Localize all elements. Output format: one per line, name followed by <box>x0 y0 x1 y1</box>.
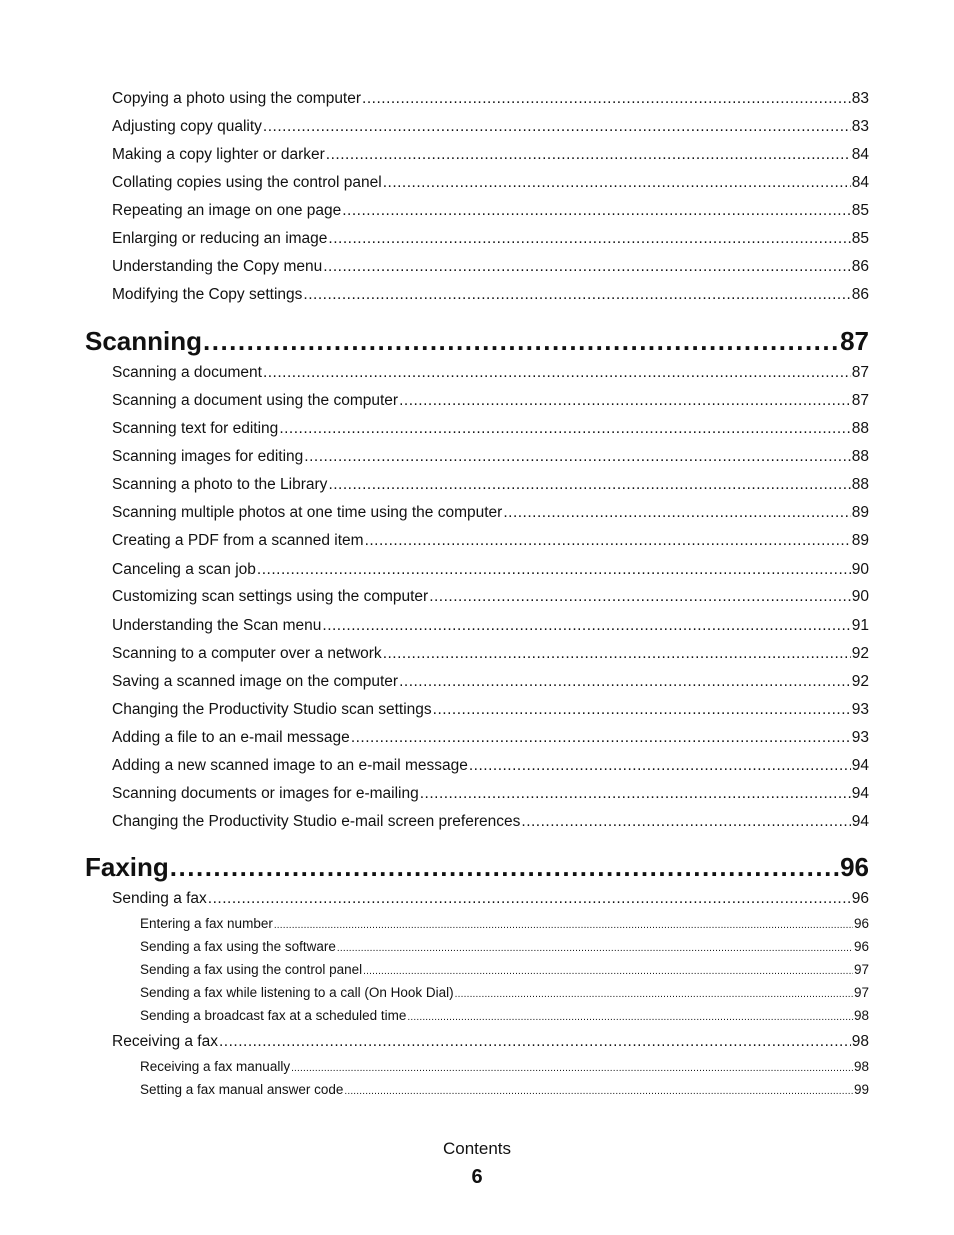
toc-entry-title: Sending a fax using the software <box>140 939 336 954</box>
toc-entry-page: 89 <box>851 504 869 521</box>
toc-entry-page: 90 <box>851 561 869 578</box>
toc-entry[interactable] <box>112 392 869 414</box>
toc-entry-title: Scanning a document using the computer <box>112 392 399 409</box>
toc-entry-page: 94 <box>851 757 869 774</box>
toc-entry[interactable] <box>112 448 869 470</box>
toc-chapter-title: Faxing <box>85 852 169 882</box>
toc-chapter-title: Scanning <box>85 326 203 356</box>
toc-entry-title: Repeating an image on one page <box>112 202 342 219</box>
dot-leader <box>322 617 850 635</box>
toc-entry-title: Scanning a photo to the Library <box>112 476 328 493</box>
toc-entry-title: Receiving a fax manually <box>140 1059 291 1074</box>
toc-entry-page: 99 <box>853 1082 869 1097</box>
toc-entry-title: Sending a fax using the control panel <box>140 962 363 977</box>
toc-entry[interactable] <box>112 118 869 140</box>
dot-leader <box>362 90 851 108</box>
toc-entry-title: Changing the Productivity Studio e-mail screen preferences <box>112 813 521 830</box>
toc-entry[interactable] <box>112 673 869 695</box>
toc-entry-page: 88 <box>851 448 869 465</box>
toc-entry-page: 96 <box>851 890 869 907</box>
dot-leader <box>274 920 853 931</box>
toc-entry[interactable] <box>112 202 869 224</box>
dot-leader <box>323 258 851 276</box>
toc-entry-title: Copying a photo using the computer <box>112 90 362 107</box>
dot-leader <box>304 448 850 466</box>
dot-leader <box>429 588 851 606</box>
toc-entry-title: Canceling a scan job <box>112 561 256 578</box>
dot-leader <box>455 989 853 1000</box>
dot-leader <box>365 532 851 550</box>
dot-leader <box>328 230 850 248</box>
toc-chapter-page: 87 <box>840 326 869 356</box>
toc-entry-page: 87 <box>851 364 869 381</box>
toc-entry-page: 94 <box>851 813 869 830</box>
toc-entry[interactable] <box>112 1033 869 1055</box>
toc-subentry[interactable] <box>140 1082 869 1101</box>
toc-entry[interactable] <box>112 617 869 639</box>
toc-entry-page: 87 <box>851 392 869 409</box>
toc-entry[interactable] <box>112 258 869 280</box>
footer-page-number: 6 <box>471 1166 483 1188</box>
toc-entry-title: Scanning to a computer over a network <box>112 645 382 662</box>
toc-entry[interactable] <box>112 588 869 610</box>
toc-entry-page: 83 <box>851 90 869 107</box>
toc-entry[interactable] <box>112 230 869 252</box>
toc-entry[interactable] <box>112 146 869 168</box>
toc-entry-title: Receiving a fax <box>112 1033 218 1050</box>
toc-entry-title: Sending a fax <box>112 890 207 907</box>
toc-subentry[interactable] <box>140 916 869 935</box>
toc-entry-page: 94 <box>851 785 869 802</box>
toc-entry-page: 97 <box>853 962 869 977</box>
toc-entry[interactable] <box>112 364 869 386</box>
dot-leader <box>170 852 839 883</box>
toc-entry[interactable] <box>112 785 869 807</box>
dot-leader <box>263 364 851 382</box>
toc-entry-title: Scanning documents or images for e-mailing <box>112 785 419 802</box>
dot-leader <box>420 785 851 803</box>
dot-leader <box>303 286 850 304</box>
dot-leader <box>208 890 851 908</box>
toc-entry-page: 98 <box>853 1008 869 1023</box>
toc-entry-title: Understanding the Scan menu <box>112 617 322 634</box>
dot-leader <box>263 118 851 136</box>
dot-leader <box>399 392 851 410</box>
toc-entry-page: 85 <box>851 202 869 219</box>
toc-entry-title: Scanning multiple photos at one time using the computer <box>112 504 503 521</box>
toc-entry-page: 90 <box>851 588 869 605</box>
toc-entry[interactable] <box>112 729 869 751</box>
toc-entry-title: Collating copies using the control panel <box>112 174 382 191</box>
toc-chapter-scanning[interactable] <box>85 326 869 360</box>
dot-leader <box>433 701 851 719</box>
dot-leader <box>219 1033 851 1051</box>
dot-leader <box>383 174 851 192</box>
toc-entry-page: 92 <box>851 673 869 690</box>
toc-entry-page: 93 <box>851 701 869 718</box>
toc-entry-title: Scanning text for editing <box>112 420 279 437</box>
toc-entry-page: 98 <box>853 1059 869 1074</box>
toc-entry-title: Creating a PDF from a scanned item <box>112 532 364 549</box>
toc-subentry[interactable] <box>140 962 869 981</box>
toc-chapter-faxing[interactable] <box>85 852 869 886</box>
toc-subentry[interactable] <box>140 1008 869 1027</box>
toc-entry[interactable] <box>112 90 869 112</box>
toc-entry-page: 88 <box>851 476 869 493</box>
toc-entry-title: Changing the Productivity Studio scan settings <box>112 701 432 718</box>
toc-entry-page: 96 <box>853 939 869 954</box>
footer-section-label: Contents <box>442 1139 512 1158</box>
toc-subentry[interactable] <box>140 1059 869 1078</box>
toc-entry-title: Entering a fax number <box>140 916 273 931</box>
toc-entry-page: 92 <box>851 645 869 662</box>
toc-entry-page: 93 <box>851 729 869 746</box>
toc-entry-title: Making a copy lighter or darker <box>112 146 325 163</box>
toc-entry-page: 91 <box>851 617 869 634</box>
dot-leader <box>469 757 851 775</box>
dot-leader <box>351 729 851 747</box>
dot-leader <box>363 966 853 977</box>
toc-entry[interactable] <box>112 476 869 498</box>
toc-subentry[interactable] <box>140 939 869 958</box>
toc-entry-title: Understanding the Copy menu <box>112 258 323 275</box>
toc-entry[interactable] <box>112 890 869 912</box>
toc-entry-title: Saving a scanned image on the computer <box>112 673 399 690</box>
dot-leader <box>407 1012 853 1023</box>
dot-leader <box>279 420 850 438</box>
toc-entry[interactable] <box>112 757 869 779</box>
toc-entry[interactable] <box>112 532 869 554</box>
toc-entry[interactable] <box>112 504 869 526</box>
toc-entry-page: 89 <box>851 532 869 549</box>
toc-entry-title: Scanning a document <box>112 364 262 381</box>
toc-entry-page: 98 <box>851 1033 869 1050</box>
toc-entry-page: 97 <box>853 985 869 1000</box>
toc-entry-title: Modifying the Copy settings <box>112 286 303 303</box>
dot-leader <box>328 476 850 494</box>
dot-leader <box>503 504 850 522</box>
toc-entry-title: Adding a file to an e-mail message <box>112 729 350 746</box>
toc-entry-page: 84 <box>851 174 869 191</box>
toc-entry-page: 88 <box>851 420 869 437</box>
toc-entry[interactable] <box>112 561 869 583</box>
toc-entry-title: Scanning images for editing <box>112 448 304 465</box>
dot-leader <box>383 645 851 663</box>
toc-entry[interactable] <box>112 701 869 723</box>
dot-leader <box>337 943 853 954</box>
toc-entry[interactable] <box>112 645 869 667</box>
dot-leader <box>291 1063 853 1074</box>
toc-entry-title: Adding a new scanned image to an e-mail message <box>112 757 468 774</box>
toc-entry[interactable] <box>112 420 869 442</box>
dot-leader <box>257 561 851 579</box>
toc-entry-title: Setting a fax manual answer code <box>140 1082 344 1097</box>
dot-leader <box>342 202 851 220</box>
toc-subentry[interactable] <box>140 985 869 1004</box>
dot-leader <box>203 326 839 357</box>
toc-entry-title: Adjusting copy quality <box>112 118 262 135</box>
toc-entry[interactable] <box>112 813 869 835</box>
toc-entry-title: Sending a fax while listening to a call (On Hook Dial) <box>140 985 454 1000</box>
dot-leader <box>344 1086 853 1097</box>
toc-entry-title: Sending a broadcast fax at a scheduled time <box>140 1008 407 1023</box>
toc-entry-title: Enlarging or reducing an image <box>112 230 328 247</box>
toc-entry-page: 86 <box>851 258 869 275</box>
toc-entry-page: 86 <box>851 286 869 303</box>
toc-entry[interactable] <box>112 174 869 196</box>
toc-entry-title: Customizing scan settings using the computer <box>112 588 429 605</box>
dot-leader <box>399 673 851 691</box>
dot-leader <box>326 146 851 164</box>
toc-entry-page: 83 <box>851 118 869 135</box>
toc-entry[interactable] <box>112 286 869 308</box>
toc-entry-page: 84 <box>851 146 869 163</box>
toc-entry-page: 96 <box>853 916 869 931</box>
dot-leader <box>521 813 850 831</box>
toc-entry-page: 85 <box>851 230 869 247</box>
toc-chapter-page: 96 <box>840 852 869 882</box>
